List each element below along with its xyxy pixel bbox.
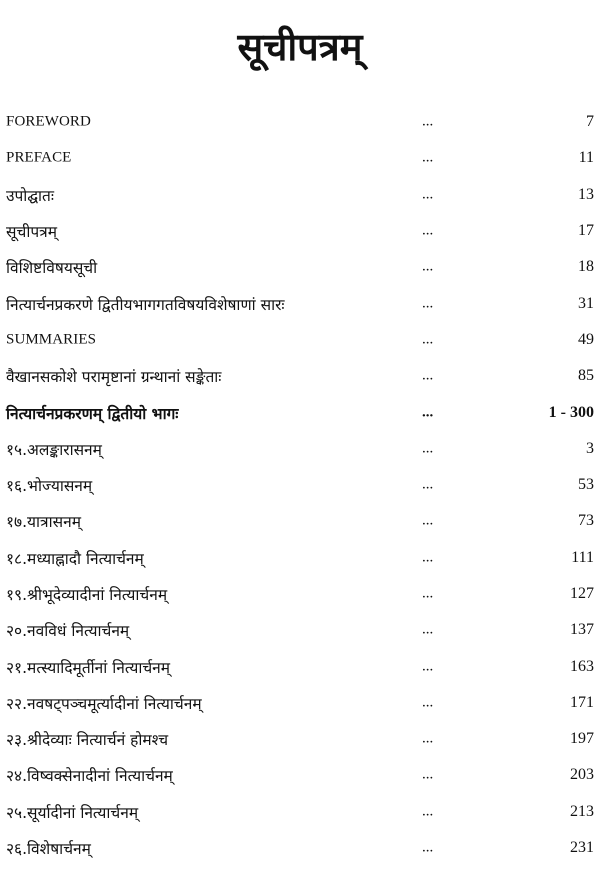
toc-chapter-24: [0, 757, 600, 793]
toc-entry-contents: [0, 213, 600, 249]
toc-entry-page: 85: [578, 367, 594, 385]
toc-entry-label: SUMMARIES: [6, 331, 97, 348]
toc-entry-label: २४.विष्वक्सेनादीनां नित्यार्चनम्: [6, 767, 173, 786]
toc-entry-page: 31: [578, 294, 594, 312]
toc-entry-page: 11: [578, 149, 594, 167]
toc-entry-page: 1 - 300: [548, 403, 594, 421]
toc-entry-page: 163: [570, 657, 594, 675]
toc-entry-label: वैखानसकोशे परामृष्टानां ग्रन्थानां सङ्केताः: [6, 368, 222, 387]
toc-entry-leader: ...: [422, 585, 434, 602]
toc-entry-leader: ...: [422, 186, 434, 203]
toc-entry-page: 18: [578, 258, 594, 276]
toc-chapter-21: [0, 648, 600, 684]
toc-entry-page: 171: [570, 693, 594, 711]
toc-entry-foreword: [0, 104, 600, 140]
toc-entry-page: 3: [586, 439, 594, 457]
toc-chapter-17: [0, 503, 600, 539]
toc-entry-label: नित्यार्चनप्रकरणे द्वितीयभागगतविषयविशेषाणां सारः: [6, 295, 285, 314]
toc-entry-page: 73: [578, 512, 594, 530]
toc-entry-label: २१.मत्स्यादिमूर्तीनां नित्यार्चनम्: [6, 658, 171, 677]
toc-entry-label: १९.श्रीभूदेव्यादीनां नित्यार्चनम्: [6, 586, 168, 604]
toc-entry-label: विशिष्टविषयसूची: [6, 259, 98, 278]
toc-entry-label: २०.नवविधं नित्यार्चनम्: [6, 622, 130, 641]
toc-entry-page: 53: [578, 476, 594, 494]
toc-entry-label: २३.श्रीदेव्याः नित्यार्चनं होमश्च: [6, 731, 169, 750]
toc-entry-preface: [0, 140, 600, 176]
toc-entry-leader: ...: [422, 113, 434, 130]
toc-entry-leader: ...: [422, 803, 434, 820]
toc-entry-label: १५.अलङ्कारासनम्: [6, 440, 102, 459]
toc-entry-leader: ...: [422, 766, 434, 783]
toc-chapter-18: [0, 540, 600, 576]
toc-entry-page: 7: [586, 113, 594, 131]
toc-entry-page: 137: [570, 621, 594, 639]
toc-entry-leader: ...: [422, 367, 434, 384]
toc-entry-page: 13: [578, 185, 594, 203]
toc-entry-leader: ...: [422, 621, 434, 638]
toc-chapter-15: [0, 431, 600, 467]
toc-section-heading: [0, 394, 600, 430]
toc-entry-label: नित्यार्चनप्रकरणम् द्वितीयो भागः: [6, 403, 179, 423]
toc-chapter-23: [0, 721, 600, 757]
toc-chapter-22: [0, 685, 600, 721]
toc-entry-leader: ...: [422, 694, 434, 711]
toc-entry-page: 49: [578, 330, 594, 348]
toc-entry-label: १६.भोज्यासनम्: [6, 477, 93, 496]
toc-entry-page: 203: [570, 766, 594, 784]
toc-entry-page: 127: [570, 585, 594, 602]
toc-entry-label: PREFACE: [6, 149, 72, 166]
toc-entry-page: 197: [570, 730, 594, 748]
toc-entry-leader: ...: [422, 512, 434, 529]
toc-entry-leader: ...: [422, 222, 434, 239]
toc-chapter-16: [0, 467, 600, 503]
toc-entry-label: सूचीपत्रम्: [6, 223, 57, 242]
toc-entry-page: 111: [571, 548, 594, 566]
toc-entry-introduction: [0, 177, 600, 213]
toc-chapter-20: [0, 612, 600, 648]
toc-chapter-26: [0, 830, 600, 866]
toc-chapter-25: [0, 794, 600, 830]
toc-entry-leader: ...: [422, 549, 434, 566]
toc-entry-leader: ...: [422, 730, 434, 747]
toc-entry-label: २५.सूर्यादीनां नित्यार्चनम्: [6, 803, 139, 822]
toc-entry-label: १७.यात्रासनम्: [6, 513, 81, 532]
toc-entry-leader: ...: [422, 476, 434, 493]
toc-entry-label: १८.मध्याह्नादौ नित्यार्चनम्: [6, 549, 144, 568]
toc-entry-page: 231: [570, 839, 594, 857]
toc-chapter-19: [0, 576, 600, 612]
toc-entry-leader: ...: [422, 839, 434, 856]
page-title: सूचीपत्रम्: [237, 24, 363, 69]
toc-entry-leader: ...: [422, 658, 434, 675]
toc-entry-summary-sanskrit: [0, 285, 600, 321]
toc-entry-leader: ...: [422, 258, 434, 275]
toc-entry-leader: ...: [422, 404, 434, 421]
toc-entry-page: 17: [578, 222, 594, 240]
toc-entry-label: उपोद्घातः: [6, 186, 55, 205]
toc-entry-summaries: [0, 322, 600, 358]
toc-entry-leader: ...: [422, 331, 434, 348]
toc-entry-subject-index: [0, 249, 600, 285]
toc-entry-leader: ...: [422, 440, 434, 457]
toc-entry-abbreviations: [0, 358, 600, 394]
toc-entry-leader: ...: [422, 149, 434, 166]
toc-entry-leader: ...: [422, 295, 434, 312]
table-of-contents: [0, 104, 600, 866]
toc-entry-label: FOREWORD: [6, 113, 91, 130]
toc-entry-label: २२.नवषट्पञ्चमूर्त्यादीनां नित्यार्चनम्: [6, 694, 202, 713]
toc-entry-label: २६.विशेषार्चनम्: [6, 840, 91, 859]
toc-entry-page: 213: [570, 802, 594, 820]
